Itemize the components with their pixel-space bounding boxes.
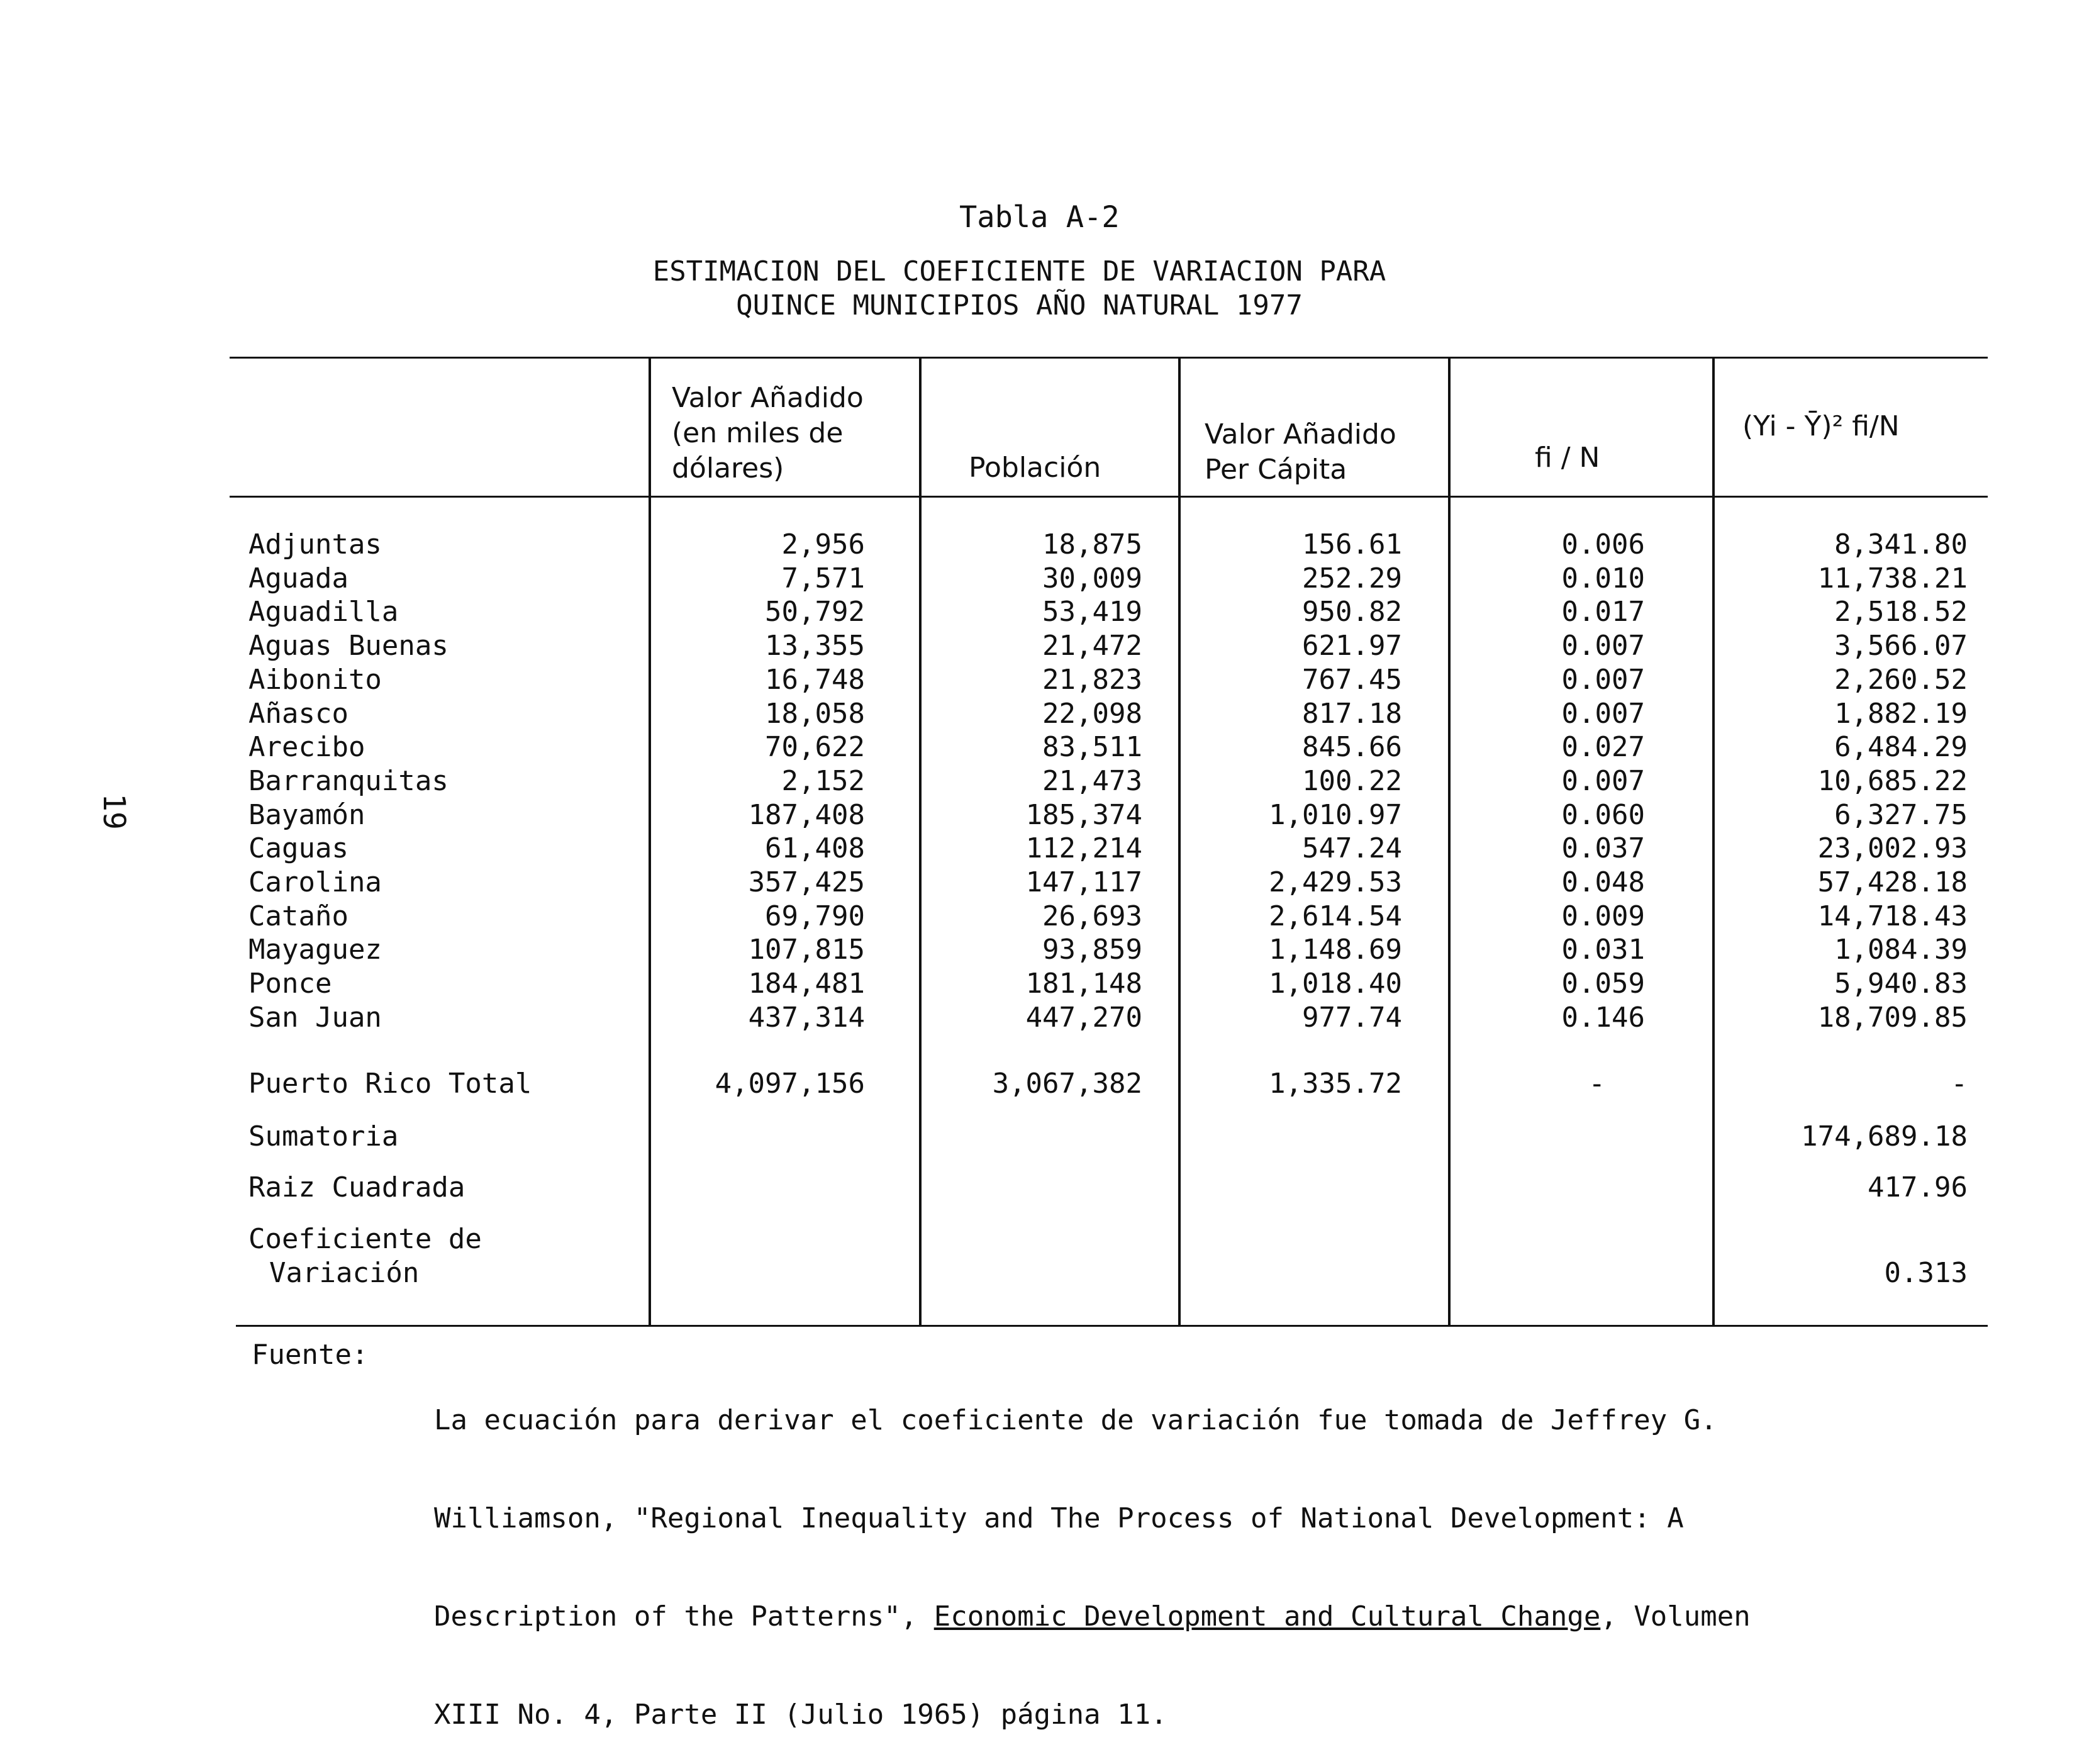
fi-n-cell: 0.048 xyxy=(1561,866,1645,898)
variance-cell: 8,341.80 xyxy=(1834,528,1968,561)
header-valor-anadido: Valor Añadido (en miles de dólares) xyxy=(672,382,864,484)
variance-cell: 10,685.22 xyxy=(1817,765,1968,797)
municipio-name: Bayamón xyxy=(248,799,365,831)
poblacion-cell: 83,511 xyxy=(1042,731,1142,763)
per-capita-cell: 1,148.69 xyxy=(1269,934,1402,966)
poblacion-cell: 181,148 xyxy=(1025,968,1142,1000)
source-label: Fuente: xyxy=(252,1339,369,1371)
per-capita-cell: 817.18 xyxy=(1302,698,1402,730)
coef-value: 0.313 xyxy=(1884,1257,1968,1289)
source-line-3: Description of the Patterns", Economic Development and Cultural Change, Volumen xyxy=(434,1600,1751,1633)
total-label: Puerto Rico Total xyxy=(248,1068,532,1100)
sumatoria-row xyxy=(0,1120,2089,1154)
per-capita-cell: 950.82 xyxy=(1302,596,1402,628)
page-number: 19 xyxy=(96,793,131,830)
variance-cell: 14,718.43 xyxy=(1817,900,1968,932)
municipio-name: San Juan xyxy=(248,1002,382,1034)
fi-n-cell: 0.007 xyxy=(1561,698,1645,730)
poblacion-cell: 22,098 xyxy=(1042,698,1142,730)
municipio-name: Aguas Buenas xyxy=(248,630,448,662)
municipio-name: Carolina xyxy=(248,866,382,898)
valor-anadido-cell: 107,815 xyxy=(748,934,865,966)
fi-n-cell: 0.006 xyxy=(1561,528,1645,561)
valor-anadido-cell: 437,314 xyxy=(748,1002,865,1034)
poblacion-cell: 112,214 xyxy=(1025,832,1142,864)
sumatoria-value: 174,689.18 xyxy=(1801,1120,1968,1153)
per-capita-cell: 547.24 xyxy=(1302,832,1402,864)
valor-anadido-cell: 2,152 xyxy=(781,765,865,797)
variance-cell: 5,940.83 xyxy=(1834,968,1968,1000)
table-heading-line-1: ESTIMACION DEL COEFICIENTE DE VARIACION PARA xyxy=(652,255,1386,287)
top-rule xyxy=(230,357,1988,359)
municipio-name: Ponce xyxy=(248,968,332,1000)
total-fi: - xyxy=(1588,1068,1605,1100)
per-capita-cell: 767.45 xyxy=(1302,664,1402,696)
municipio-name: Mayaguez xyxy=(248,934,382,966)
per-capita-cell: 252.29 xyxy=(1302,562,1402,595)
source-line-1: La ecuación para derivar el coeficiente de variación fue tomada de Jeffrey G. xyxy=(434,1404,1717,1436)
poblacion-cell: 18,875 xyxy=(1042,528,1142,561)
coef-row xyxy=(0,1257,2089,1290)
municipio-name: Arecibo xyxy=(248,731,365,763)
table-row xyxy=(0,765,2089,798)
header-valor-per-capita: Valor Añadido Per Cápita xyxy=(1205,418,1396,486)
table-row xyxy=(0,596,2089,629)
fi-n-cell: 0.060 xyxy=(1561,799,1645,831)
valor-anadido-cell: 13,355 xyxy=(765,630,865,662)
total-row xyxy=(0,1068,2089,1101)
table-row xyxy=(0,866,2089,900)
variance-cell: 2,260.52 xyxy=(1834,664,1968,696)
valor-anadido-cell: 70,622 xyxy=(765,731,865,763)
total-poblacion: 3,067,382 xyxy=(992,1068,1142,1100)
poblacion-cell: 21,472 xyxy=(1042,630,1142,662)
variance-cell: 11,738.21 xyxy=(1817,562,1968,595)
poblacion-cell: 93,859 xyxy=(1042,934,1142,966)
source-line-4: XIII No. 4, Parte II (Julio 1965) página 11. xyxy=(434,1699,1167,1731)
fi-n-cell: 0.037 xyxy=(1561,832,1645,864)
valor-anadido-cell: 61,408 xyxy=(765,832,865,864)
poblacion-cell: 30,009 xyxy=(1042,562,1142,595)
variance-cell: 1,084.39 xyxy=(1834,934,1968,966)
municipio-name: Caguas xyxy=(248,832,348,864)
variance-cell: 6,484.29 xyxy=(1834,731,1968,763)
table-row xyxy=(0,934,2089,967)
table-row xyxy=(0,528,2089,562)
valor-anadido-cell: 187,408 xyxy=(748,799,865,831)
variance-cell: 2,518.52 xyxy=(1834,596,1968,628)
municipio-name: Barranquitas xyxy=(248,765,448,797)
raiz-row xyxy=(0,1171,2089,1205)
fi-n-cell: 0.017 xyxy=(1561,596,1645,628)
municipio-name: Aguadilla xyxy=(248,596,399,628)
per-capita-cell: 156.61 xyxy=(1302,528,1402,561)
bottom-rule xyxy=(236,1325,1988,1327)
total-valor: 4,097,156 xyxy=(715,1068,865,1100)
fi-n-cell: 0.007 xyxy=(1561,765,1645,797)
variance-cell: 3,566.07 xyxy=(1834,630,1968,662)
source-line-2: Williamson, "Regional Inequality and The Process of National Development: A xyxy=(434,1502,1684,1534)
table-row xyxy=(0,664,2089,697)
per-capita-cell: 2,429.53 xyxy=(1269,866,1402,898)
poblacion-cell: 147,117 xyxy=(1025,866,1142,898)
fi-n-cell: 0.059 xyxy=(1561,968,1645,1000)
per-capita-cell: 1,018.40 xyxy=(1269,968,1402,1000)
valor-anadido-cell: 16,748 xyxy=(765,664,865,696)
per-capita-cell: 100.22 xyxy=(1302,765,1402,797)
valor-anadido-cell: 184,481 xyxy=(748,968,865,1000)
variance-cell: 6,327.75 xyxy=(1834,799,1968,831)
journal-title: Economic Development and Cultural Change xyxy=(933,1600,1601,1633)
municipio-name: Aibonito xyxy=(248,664,382,696)
variance-cell: 57,428.18 xyxy=(1817,866,1968,898)
fi-n-cell: 0.031 xyxy=(1561,934,1645,966)
header-variance-formula: (Yi - Ȳ)² fi/N xyxy=(1742,410,1900,442)
header-fi-n: fi / N xyxy=(1535,442,1600,474)
sumatoria-label: Sumatoria xyxy=(248,1120,399,1153)
fi-n-cell: 0.027 xyxy=(1561,731,1645,763)
fi-n-cell: 0.007 xyxy=(1561,630,1645,662)
raiz-label: Raiz Cuadrada xyxy=(248,1171,465,1203)
table-row xyxy=(0,630,2089,663)
fi-n-cell: 0.010 xyxy=(1561,562,1645,595)
variance-cell: 18,709.85 xyxy=(1817,1002,1968,1034)
per-capita-cell: 845.66 xyxy=(1302,731,1402,763)
municipio-name: Añasco xyxy=(248,698,348,730)
municipio-name: Adjuntas xyxy=(248,528,382,561)
table-heading-line-2: QUINCE MUNICIPIOS AÑO NATURAL 1977 xyxy=(736,289,1303,321)
table-row xyxy=(0,1002,2089,1035)
table-row xyxy=(0,799,2089,832)
valor-anadido-cell: 18,058 xyxy=(765,698,865,730)
raiz-value: 417.96 xyxy=(1868,1171,1968,1203)
source-text xyxy=(434,1339,1751,1764)
valor-anadido-cell: 69,790 xyxy=(765,900,865,932)
table-row xyxy=(0,698,2089,731)
poblacion-cell: 185,374 xyxy=(1025,799,1142,831)
variance-cell: 23,002.93 xyxy=(1817,832,1968,864)
poblacion-cell: 53,419 xyxy=(1042,596,1142,628)
valor-anadido-cell: 357,425 xyxy=(748,866,865,898)
table-row xyxy=(0,968,2089,1001)
valor-anadido-cell: 2,956 xyxy=(781,528,865,561)
total-percap: 1,335.72 xyxy=(1269,1068,1402,1100)
table-row xyxy=(0,832,2089,866)
fi-n-cell: 0.009 xyxy=(1561,900,1645,932)
municipio-name: Aguada xyxy=(248,562,348,595)
table-row xyxy=(0,900,2089,934)
fi-n-cell: 0.146 xyxy=(1561,1002,1645,1034)
fi-n-cell: 0.007 xyxy=(1561,664,1645,696)
coef-row-label-1 xyxy=(0,1223,2089,1256)
header-poblacion: Población xyxy=(969,452,1101,484)
total-var: - xyxy=(1951,1068,1968,1100)
poblacion-cell: 447,270 xyxy=(1025,1002,1142,1034)
municipio-name: Cataño xyxy=(248,900,348,932)
poblacion-cell: 21,473 xyxy=(1042,765,1142,797)
table-row xyxy=(0,562,2089,596)
per-capita-cell: 977.74 xyxy=(1302,1002,1402,1034)
valor-anadido-cell: 7,571 xyxy=(781,562,865,595)
variance-cell: 1,882.19 xyxy=(1834,698,1968,730)
table-label: Tabla A-2 xyxy=(959,200,1120,235)
per-capita-cell: 1,010.97 xyxy=(1269,799,1402,831)
table-row xyxy=(0,731,2089,764)
poblacion-cell: 21,823 xyxy=(1042,664,1142,696)
coef-label-line-2: Variación xyxy=(269,1257,420,1289)
header-rule xyxy=(230,496,1988,498)
coef-label-line-1: Coeficiente de xyxy=(248,1223,482,1255)
poblacion-cell: 26,693 xyxy=(1042,900,1142,932)
per-capita-cell: 621.97 xyxy=(1302,630,1402,662)
per-capita-cell: 2,614.54 xyxy=(1269,900,1402,932)
valor-anadido-cell: 50,792 xyxy=(765,596,865,628)
